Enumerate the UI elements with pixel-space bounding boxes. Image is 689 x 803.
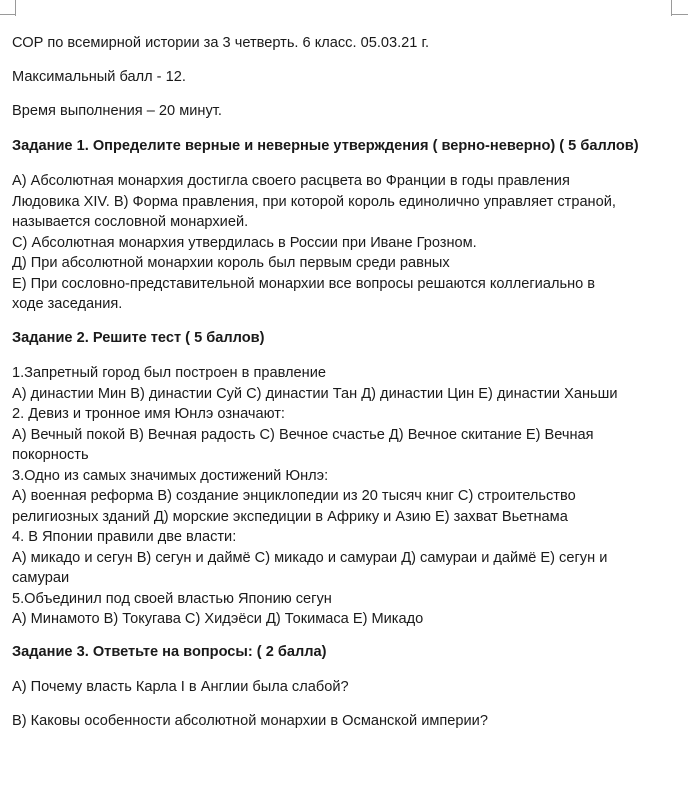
task1-statements [12,171,676,315]
task1-line: ходе заседания. [12,296,123,312]
page-corner-mark-left-h [0,14,16,15]
task3-question-a: А) Почему власть Карла I в Англии была слабой? [12,679,349,695]
task1-line: С) Абсолютная монархия утвердилась в России при Иване Грозном. [12,234,477,251]
task1-line: А) Абсолютная монархия достигла своего расцвета во Франции в годы правления [12,173,570,189]
task2-line: 4. В Японии правили две власти: [12,529,237,545]
document-title: СОР по всемирной истории за 3 четверть. 6 класс. 05.03.21 г. [12,35,430,51]
task2-line: А) Вечный покой В) Вечная радость С) Вечное счастье Д) Вечное скитание Е) Вечная [12,426,594,443]
task2-questions [12,363,676,630]
task2-line: 3.Одно из самых значимых достижений Юнлэ: [12,467,329,484]
time-limit: Время выполнения – 20 минут. [12,103,222,119]
task2-line: А) военная реформа В) создание энциклопедии из 20 тысяч книг С) строительство [12,488,576,504]
task2-line: 5.Объединил под своей властью Японию сегун [12,590,332,607]
task1-line: называется сословной монархией. [12,214,249,230]
task1-heading: Задание 1. Определите верные и неверные утверждения ( верно-неверно) ( 5 баллов) [12,138,639,154]
task1-line: Е) При сословно-представительной монархии все вопросы решаются коллегиально в [12,275,596,292]
task2-line: А) Минамото В) Токугава С) Хидэёси Д) Токимаса Е) Микадо [12,611,424,627]
task2-line: самураи [12,570,70,586]
task2-line: 1.Запретный город был построен в правление [12,365,326,381]
task2-heading: Задание 2. Решите тест ( 5 баллов) [12,330,265,346]
task1-line: Людовика XIV. В) Форма правления, при которой король единолично управляет страной, [12,193,616,210]
task2-line: религиозных зданий Д) морские экспедиции в Африку и Азию Е) захват Вьетнама [12,508,568,525]
task3-question-b: В) Каковы особенности абсолютной монархии в Османской империи? [12,713,488,729]
max-score: Максимальный балл - 12. [12,69,186,85]
task2-line: 2. Девиз и тронное имя Юнлэ означают: [12,406,285,422]
page-corner-mark-right-h [672,14,688,15]
task2-line: А) династии Мин В) династии Суй С) династии Тан Д) династии Цин Е) династии Ханьши [12,385,618,402]
task2-line: А) микадо и сегун В) сегун и даймё С) микадо и самураи Д) самураи и даймё Е) сегун и [12,549,608,566]
task2-line: покорность [12,447,89,463]
task3-heading: Задание 3. Ответьте на вопросы: ( 2 балла) [12,644,327,660]
task1-line: Д) При абсолютной монархии король был первым среди равных [12,255,450,271]
